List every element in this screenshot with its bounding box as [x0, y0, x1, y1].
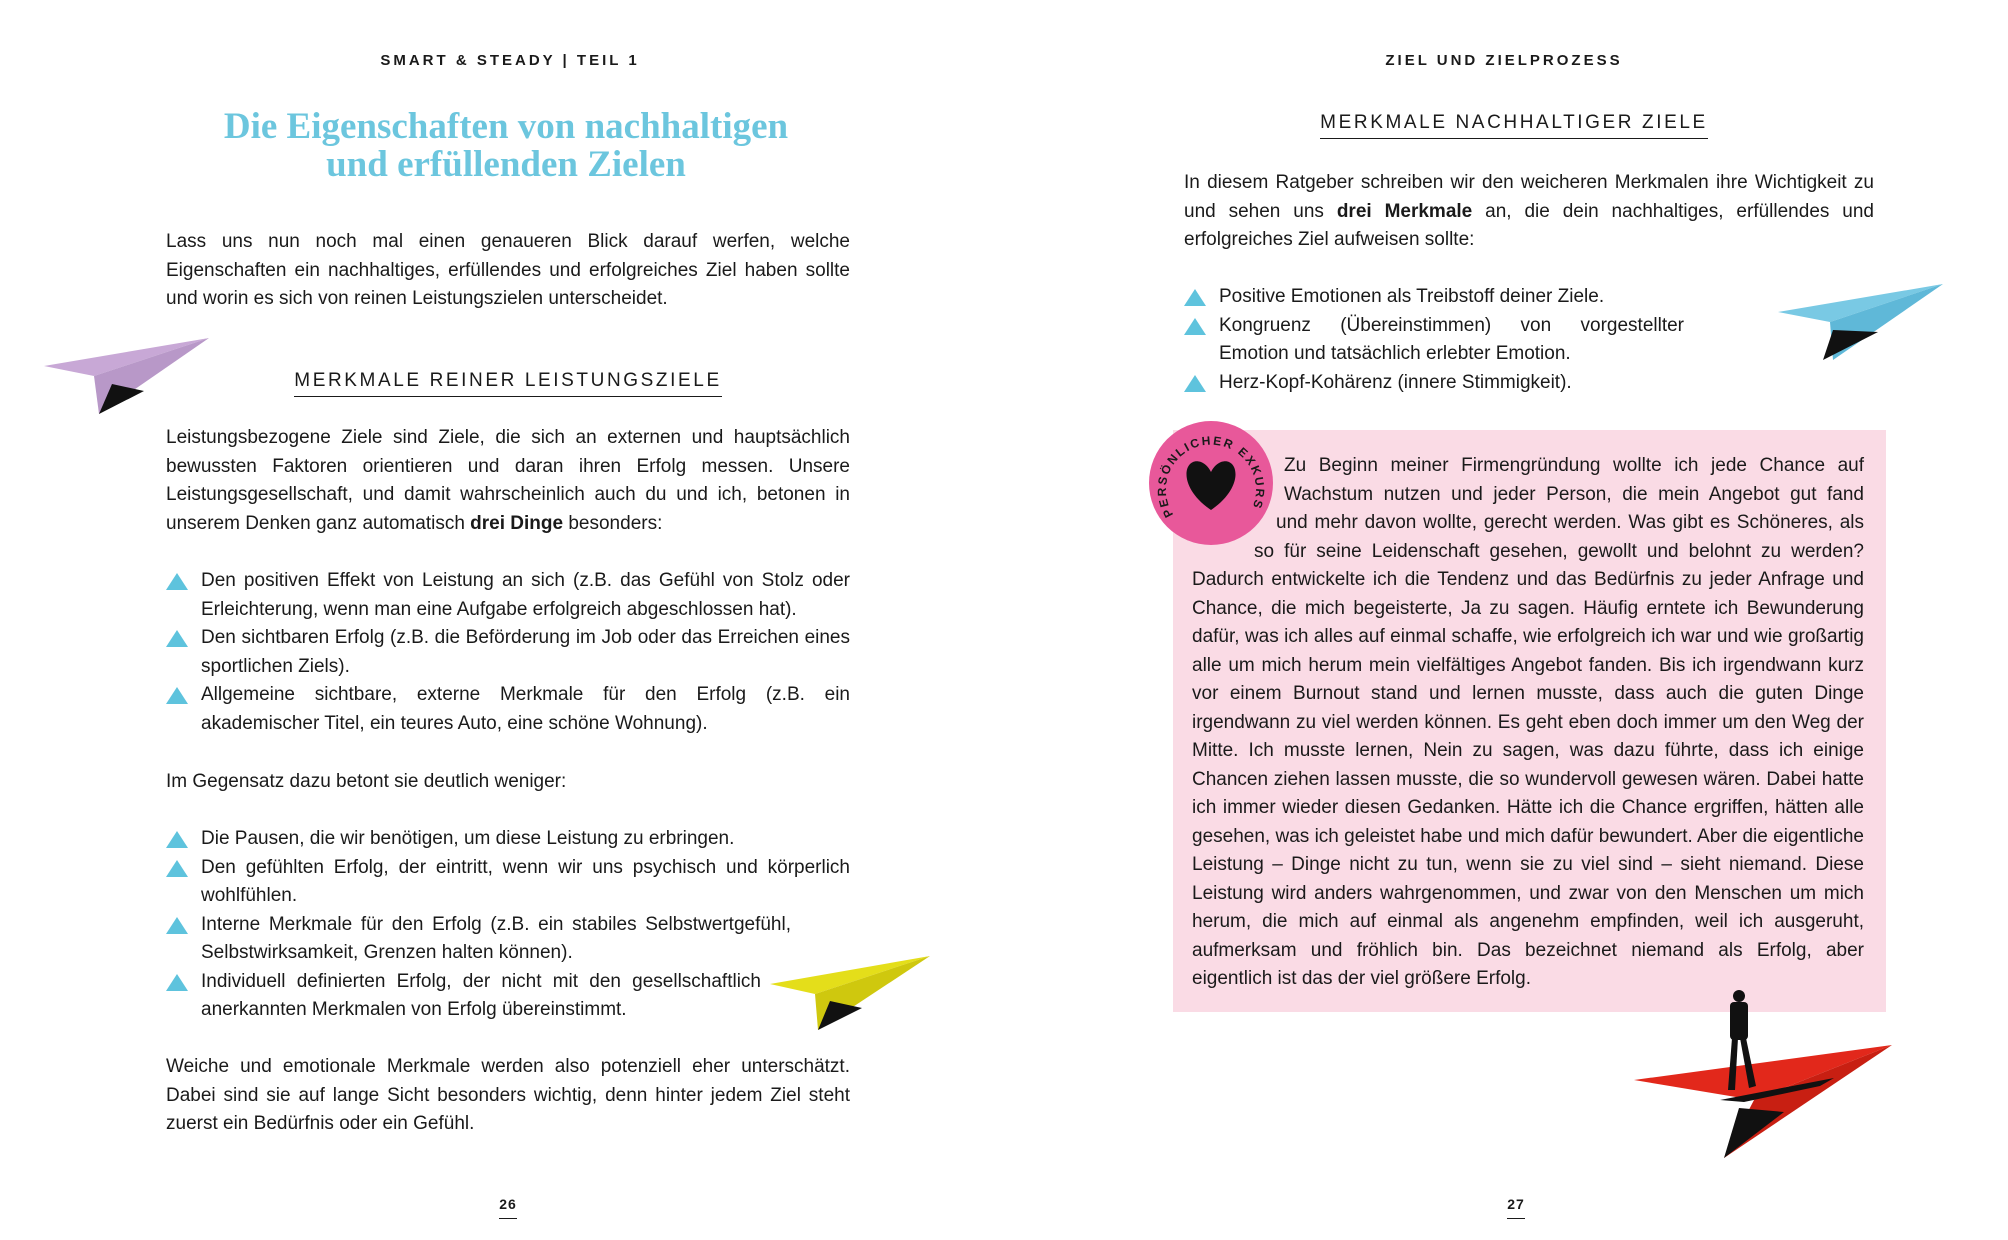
section-heading-left — [166, 370, 850, 397]
section-heading-right — [1184, 112, 1844, 139]
para1-text: Leistungsbezogene Ziele sind Ziele, die sich an externen und hauptsächlich bewussten Faktoren orientieren und daran ihren Erfolg messen. Unsere Leistungsgesellschaft, und damit wahrscheinlich auch du und ich, betonen in unserem Denken ganz automatisch — [166, 427, 850, 534]
list-item — [1184, 369, 1684, 398]
paragraph-contrast: Im Gegensatz dazu betont sie deutlich weniger: — [166, 771, 567, 792]
list-item — [166, 968, 761, 1025]
list-item-text: Den sichtbaren Erfolg (z.B. die Beförderung im Job oder das Erreichen eines sportlichen Ziels). — [201, 627, 850, 677]
chapter-title-line1: Die Eigenschaften von nachhaltigen — [223, 106, 789, 147]
page-number-left-text: 26 — [499, 1196, 517, 1219]
list-item — [166, 624, 850, 681]
right-page — [1004, 0, 2008, 1240]
list-item — [166, 825, 850, 854]
page-number-right-text: 27 — [1507, 1196, 1525, 1219]
list-item-text: Positive Emotionen als Treibstoff deiner Ziele. — [1219, 286, 1605, 307]
list-underemphasized — [166, 825, 850, 1025]
list-item — [166, 567, 850, 624]
list-item-text: Kongruenz (Übereinstimmen) von vorgestellter Emotion und tatsächlich erlebter Emotion. — [1219, 314, 1684, 364]
triangle-bullet-icon — [1184, 318, 1206, 335]
list-item-text: Den positiven Effekt von Leistung an sich (z.B. das Gefühl von Stolz oder Erleichterung, wenn man eine Aufgabe erfolgreich abgeschlossen hat). — [201, 570, 850, 620]
chapter-title — [166, 108, 846, 184]
list-item — [166, 911, 791, 968]
excursus-line: so für seine Leidenschaft gesehen, gewollt und belohnt zu werden? — [1254, 540, 1864, 562]
intro-right-bold: drei Merkmale — [1336, 200, 1473, 222]
intro-right-end: an, die dein nachhaltiges, erfüllendes und erfolgreiches Ziel aufweisen sollte: — [1184, 200, 1874, 250]
excursus-text — [1192, 452, 1864, 994]
running-head-left: SMART & STEADY | TEIL 1 — [380, 52, 640, 69]
triangle-bullet-icon — [166, 974, 188, 991]
running-head-right: ZIEL UND ZIELPROZESS — [1385, 52, 1623, 69]
excursus-line: Zu Beginn meiner Firmengründung wollte ich jede Chance auf — [1284, 455, 1864, 476]
excursus-line: und mehr davon wollte, gerecht werden. Was gibt es Schöneres, als — [1276, 512, 1864, 533]
list-item — [166, 681, 850, 738]
triangle-bullet-icon — [166, 687, 188, 704]
list-item — [1184, 312, 1684, 369]
intro-paragraph: Lass uns nun noch mal einen genaueren Blick darauf werfen, welche Eigenschaften ein nachhaltiges, erfüllendes und erfolgreiches Ziel haben sollte und worin es sich von reinen Leistungszielen unterscheidet. — [166, 231, 850, 309]
triangle-bullet-icon — [1184, 289, 1206, 306]
intro-right — [1184, 169, 1874, 255]
list-item-text: Individuell definierten Erfolg, der nicht mit den gesellschaftlich anerkannten Merkmalen von Erfolg übereinstimmt. — [201, 970, 761, 1020]
list-item-text: Herz-Kopf-Kohärenz (innere Stimmigkeit). — [1219, 371, 1572, 393]
list-sustainable-goals — [1184, 283, 1684, 397]
paper-plane-red-icon — [1634, 990, 1894, 1165]
paper-plane-yellow-icon — [770, 954, 935, 1034]
triangle-bullet-icon — [166, 831, 188, 848]
triangle-bullet-icon — [166, 917, 188, 934]
list-item-text: Interne Merkmale für den Erfolg (z.B. ein stabiles Selbstwertgefühl, Selbstwirksamkeit, Grenzen halten können). — [201, 913, 791, 963]
section-heading-right-text: MERKMALE NACHHALTIGER ZIELE — [1320, 112, 1708, 139]
excursus-line: Wachstum nutzen und jeder Person, die mein Angebot gut fand — [1284, 483, 1864, 505]
triangle-bullet-icon — [166, 573, 188, 590]
intro-right-text: In diesem Ratgeber schreiben wir den weicheren Merkmalen ihre Wichtigkeit zu und sehen uns — [1184, 172, 1874, 222]
list-item-text: Allgemeine sichtbare, externe Merkmale für den Erfolg (z.B. ein akademischer Titel, ein teures Auto, eine schöne Wohnung). — [201, 684, 850, 734]
chapter-title-line2: und erfüllenden Zielen — [326, 144, 686, 185]
paper-plane-blue-icon — [1778, 282, 1948, 362]
badge-text: PERSÖNLICHER EXKURS — [1154, 433, 1268, 520]
paragraph-performance — [166, 424, 850, 538]
list-emphasized — [166, 567, 850, 738]
triangle-bullet-icon — [166, 860, 188, 877]
para1-bold: drei Dinge — [470, 512, 564, 534]
para1-end: besonders: — [563, 512, 663, 534]
list-item — [166, 854, 850, 911]
page-number-left — [488, 1196, 528, 1219]
triangle-bullet-icon — [1184, 375, 1206, 392]
list-item-text: Die Pausen, die wir benötigen, um diese Leistung zu erbringen. — [201, 828, 735, 849]
page-number-right — [1496, 1196, 1536, 1219]
list-item — [1184, 283, 1684, 312]
list-item-text: Den gefühlten Erfolg, der eintritt, wenn wir uns psychisch und körperlich wohlfühlen. — [201, 856, 850, 906]
section-heading-left-text: MERKMALE REINER LEISTUNGSZIELE — [294, 370, 721, 397]
excursus-body: Dadurch entwickelte ich die Tendenz und das Bedürfnis zu jeder Anfrage und Chance, die mich begeisterte, Ja zu sagen. Häufig erntete ich Bewunderung dafür, was ich alles auf einmal schaffe, wie erfolgreich ich war und wie großartig alle um mich herum mein vielfältiges Angebot fanden. Bis ich irgendwann kurz vor einem Burnout stand und lernen musste, dass auch die guten Dinge irgendwann zu viel werden können. Es geht eben doch immer um den Weg der Mitte. Ich musste lernen, Nein zu sagen, was dazu führte, dass ich einige Chancen ziehen lassen musste, die so wundervoll gewesen wären. Dabei hatte ich immer wieder diesen Gedanken. Hätte ich die Chance ergriffen, hätten alle gesehen, was ich geleistet habe und mich dafür bewundert. Aber die eigentliche Leistung – Dinge nicht zu tun, wenn sie zu viel sind – sieht niemand. Diese Leistung wird anders wahrgenommen, und zwar von den Menschen um mich herum, die mich auf einmal als angenehm empfinden, weil ich ausgeruht, aufmerksam und fröhlich bin. Das bezeichnet niemand als Erfolg, aber eigentlich ist das der viel größere Erfolg. — [1192, 569, 1864, 989]
triangle-bullet-icon — [166, 630, 188, 647]
paragraph-conclusion: Weiche und emotionale Merkmale werden also potenziell eher unterschätzt. Dabei sind sie auf lange Sicht besonders wichtig, denn hinter jedem Ziel steht zuerst ein Bedürfnis oder ein Gefühl. — [166, 1056, 850, 1134]
